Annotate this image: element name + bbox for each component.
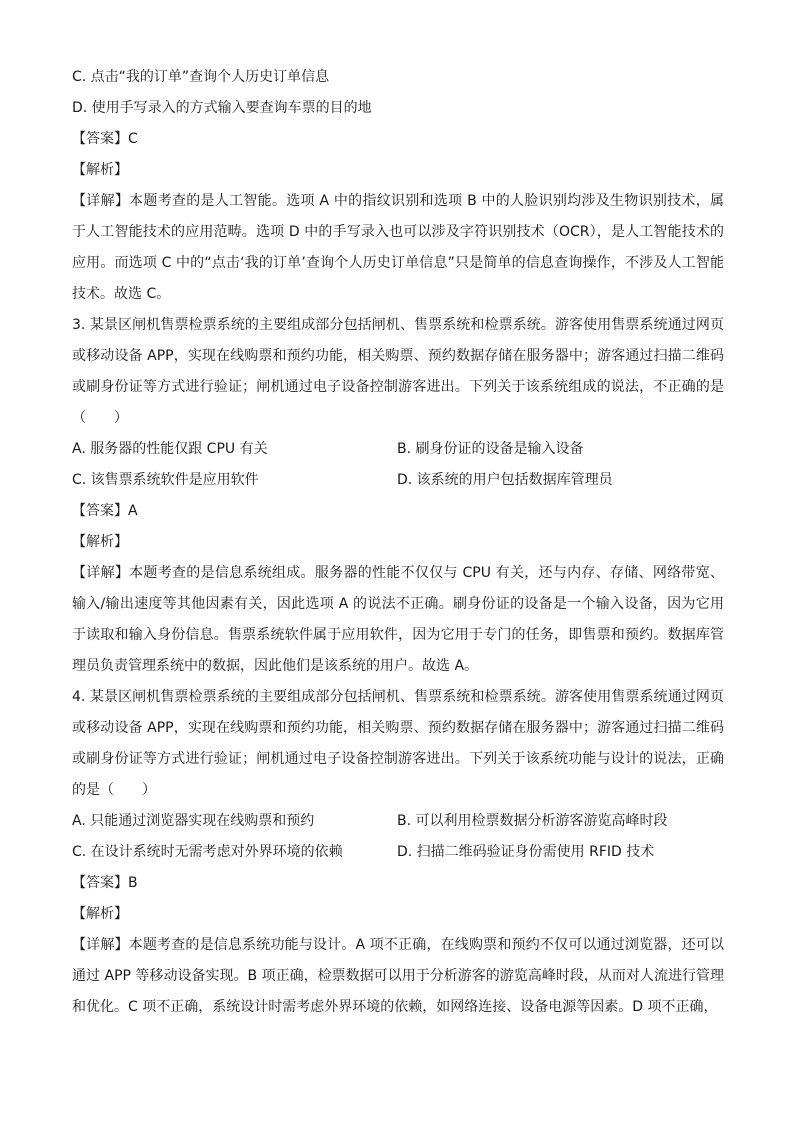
- q2-detail: 【详解】本题考查的是人工智能。选项 A 中的指纹识别和选项 B 中的人脸识别均涉及生物识别技术，属于人工智能技术的应用范畴。选项 D 中的手写录入也可以涉及字符识别技术（OCR），是人工智能技术的应用。而选项 C 中的“点击‘我的订单’查询个人历史订单信息”只是简单的信息查询操作，不涉及人工智能技术。故选 C。: [72, 193, 724, 302]
- q4-option-d: D. 扫描二维码验证身份需使用 RFID 技术: [397, 844, 655, 860]
- q3-answer: 【答案】A: [72, 503, 138, 519]
- q3-detail: 【详解】本题考查的是信息系统组成。服务器的性能不仅仅与 CPU 有关，还与内存、存储、网络带宽、输入/输出速度等其他因素有关，因此选项 A 的说法不正确。刷身份证的设备是一个输入设备，因为它用于读取和输入身份信息。售票系统软件属于应用软件，因为它用于专门的任务，即售票和预约。数据库管理员负责管理系统中的数据，因此他们是该系统的用户。故选 A。: [72, 565, 724, 674]
- q4-stem: 4. 某景区闸机售票检票系统的主要组成部分包括闸机、售票系统和检票系统。游客使用售票系统通过网页或移动设备 APP，实现在线购票和预约功能，相关购票、预约数据存储在服务器中；游客通过扫描二维码或刷身份证等方式进行验证；闸机通过电子设备控制游客进出。下列关于该系统功能与设计的说法，正确的是（ ）: [72, 689, 724, 798]
- q4-options-row-1: [72, 806, 724, 837]
- q4-answer: 【答案】B: [72, 875, 138, 891]
- q4-option-b: B. 可以利用检票数据分析游客游览高峰时段: [397, 813, 668, 829]
- q4-analysis-label: 【解析】: [72, 906, 128, 922]
- q3-options-row-1: [72, 434, 724, 465]
- q3-option-c: C. 该售票系统软件是应用软件: [72, 472, 259, 488]
- q2-answer: 【答案】C: [72, 131, 138, 147]
- q3-option-b: B. 刷身份证的设备是输入设备: [397, 441, 584, 457]
- q4-option-c: C. 在设计系统时无需考虑对外界环境的依赖: [72, 844, 343, 860]
- q3-stem: 3. 某景区闸机售票检票系统的主要组成部分包括闸机、售票系统和检票系统。游客使用售票系统通过网页或移动设备 APP，实现在线购票和预约功能，相关购票、预约数据存储在服务器中；游客通过扫描二维码或刷身份证等方式进行验证；闸机通过电子设备控制游客进出。下列关于该系统组成的说法，不正确的是（ ）: [72, 317, 724, 426]
- q3-option-a: A. 服务器的性能仅跟 CPU 有关: [72, 441, 268, 457]
- q3-options-row-2: [72, 465, 724, 496]
- q3-option-d: D. 该系统的用户包括数据库管理员: [397, 472, 613, 488]
- q2-analysis-label: 【解析】: [72, 162, 128, 178]
- q4-detail: 【详解】本题考查的是信息系统功能与设计。A 项不正确，在线购票和预约不仅可以通过浏览器，还可以通过 APP 等移动设备实现。B 项正确，检票数据可以用于分析游客的游览高峰时段，从而对人流进行管理和优化。C 项不正确，系统设计时需考虑外界环境的依赖，如网络连接、设备电源等因素。D 项不正确，: [72, 937, 724, 1015]
- q4-option-a: A. 只能通过浏览器实现在线购票和预约: [72, 813, 315, 829]
- q2-option-d: D. 使用手写录入的方式输入要查询车票的目的地: [72, 100, 372, 116]
- q3-analysis-label: 【解析】: [72, 534, 128, 550]
- q4-options-row-2: [72, 837, 724, 868]
- q2-option-c: C. 点击“我的订单”查询个人历史订单信息: [72, 69, 330, 85]
